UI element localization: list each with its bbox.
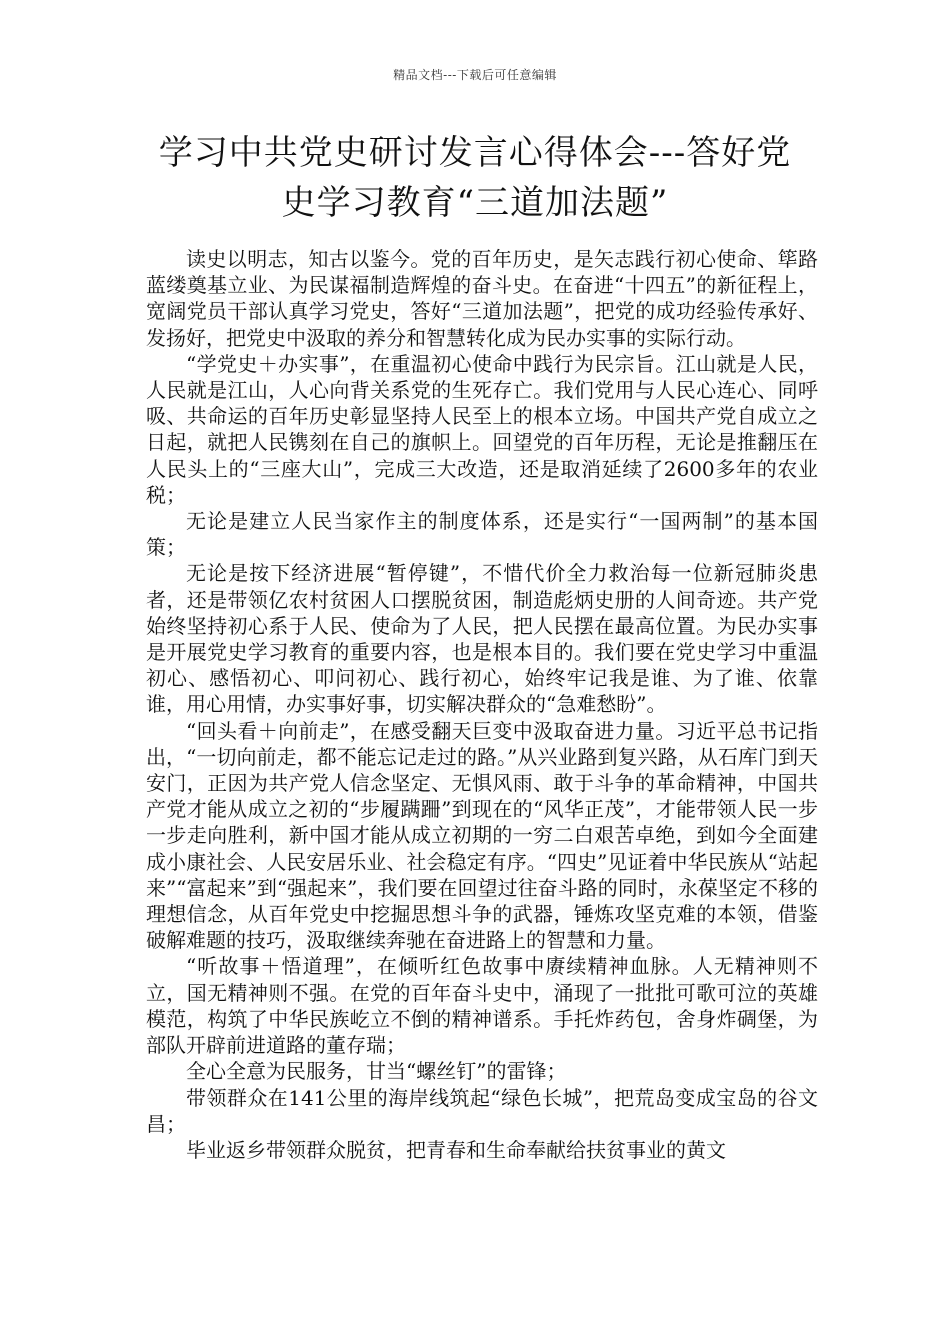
paragraph: 读史以明志，知古以鉴今。党的百年历史，是矢志践行初心使命、筚路蓝缕奠基立业、为民谋福制造辉煌的奋斗史。在奋进“十四五”的新征程上，宽阔党员干部认真学习党史，答好“三道加法题”，把党的成功经验传承好、发扬好，把党史中汲取的养分和智慧转化成为民办实事的实际行动。 xyxy=(146,247,818,350)
paragraph: “听故事＋悟道理”，在倾听红色故事中赓续精神血脉。人无精神则不立，国无精神则不强。在党的百年奋斗史中，涌现了一批批可歌可泣的英雄模范，构筑了中华民族屹立不倒的精神谱系。手托炸药包，舍身炸碉堡，为部队开辟前进道路的董存瑞； xyxy=(146,954,818,1058)
paragraph: 无论是建立人民当家作主的制度体系，还是实行“一国两制”的基本国策； xyxy=(146,509,818,560)
header-note: 精品文档---下载后可任意编辑 xyxy=(393,68,557,82)
title-line-1: 学习中共党史研讨发言心得体会---答好党 xyxy=(158,133,792,173)
paragraph: 全心全意为民服务，甘当“螺丝钉”的雷锋； xyxy=(186,1059,567,1084)
paragraph: 带领群众在141公里的海岸线筑起“绿色长城”，把荒岛变成宝岛的谷文昌； xyxy=(146,1085,818,1136)
document-title xyxy=(130,128,820,228)
document-body xyxy=(146,246,818,1163)
title-line-2: 史学习教育“三道加法题” xyxy=(281,183,669,223)
paragraph: 毕业返乡带领群众脱贫，把青春和生命奉献给扶贫事业的黄文 xyxy=(186,1137,726,1162)
paragraph: “回头看＋向前走”，在感受翻天巨变中汲取奋进力量。习近平总书记指出，“一切向前走，都不能忘记走过的路。”从兴业路到复兴路，从石库门到天安门，正因为共产党人信念坚定、无惧风雨、敢于斗争的革命精神，中国共产党才能从成立之初的“步履蹒跚”到现在的“风华正茂”，才能带领人民一步一步走向胜利，新中国才能从成立初期的一穷二白艰苦卓绝，到如今全面建成小康社会、人民安居乐业、社会稳定有序。“四史”见证着中华民族从“站起来”“富起来”到“强起来”，我们要在回望过往奋斗路的同时，永葆坚定不移的理想信念，从百年党史中挖掘思想斗争的武器，锤炼攻坚克难的本领，借鉴破解难题的技巧，汲取继续奔驰在奋进路上的智慧和力量。 xyxy=(146,718,818,953)
paragraph: 无论是按下经济进展“暂停键”，不惜代价全力救治每一位新冠肺炎患者，还是带领亿农村贫困人口摆脱贫困，制造彪炳史册的人间奇迹。共产党始终坚持初心系于人民、使命为了人民，把人民摆在最高位置。为民办实事是开展党史学习教育的重要内容，也是根本目的。我们要在党史学习中重温初心、感悟初心、叩问初心、践行初心，始终牢记我是谁、为了谁、依靠谁，用心用情，办实事好事，切实解决群众的“急难愁盼”。 xyxy=(146,561,818,717)
paragraph: “学党史＋办实事”，在重温初心使命中践行为民宗旨。江山就是人民，人民就是江山，人心向背关系党的生死存亡。我们党用与人民心连心、同呼吸、共命运的百年历史彰显坚持人民至上的根本立场。中国共产党自成立之日起，就把人民镌刻在自己的旗帜上。回望党的百年历程，无论是推翻压在人民头上的“三座大山”，完成三大改造，还是取消延续了2600多年的农业税； xyxy=(146,351,818,507)
